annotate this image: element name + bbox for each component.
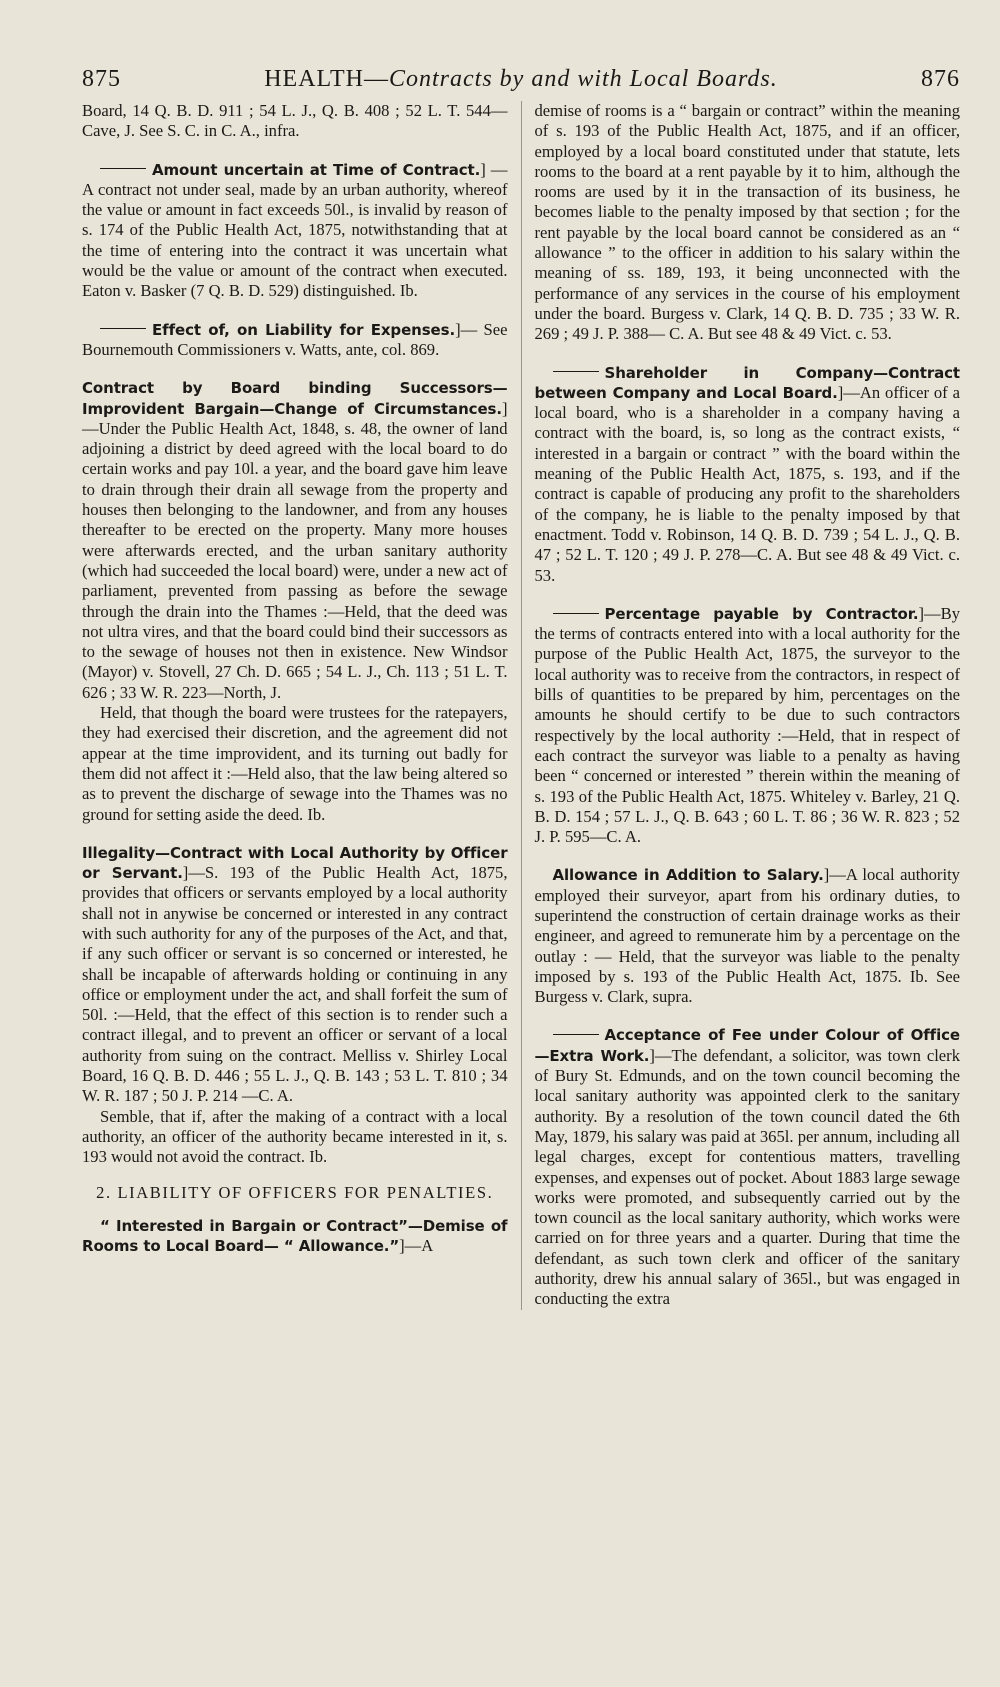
ditto-dash [553, 1034, 599, 1035]
case-heading: Illegality—Contract with Local Authority by Officer or Servant. [82, 843, 508, 883]
running-title-italic: Contracts by and with Local Boards. [388, 66, 778, 92]
body-paragraph: Board, 14 Q. B. D. 911 ; 54 L. J., Q. B. 408 ; 52 L. T. 544—Cave, J. See S. C. in C. A., infra. [82, 101, 508, 141]
ditto-dash [553, 371, 599, 372]
case-text: ]—The defendant, a solicitor, was town clerk of Bury St. Edmunds, and on the town council becoming the local sanitary authority was appointed clerk to the sanitary authority. By a resolution of the town council dated the 6th May, 1879, his salary was paid at 365l. per annum, including all legal charges, except for contentious matters, travelling expenses, and expenses out of pocket. About 1883 large sewage works were promoted, and subsequently carried out by the town council as the local sanitary authority, which works were carried on for three years and a quarter. During that time the defendant, as such town clerk and officer of the sanitary authority, drew his annual salary of 365l., but was engaged in conducting the extra [534, 1045, 960, 1309]
running-title-main: HEALTH— [264, 66, 389, 92]
case-paragraph [535, 604, 961, 848]
body-paragraph: demise of rooms is a “ bargain or contract” within the meaning of s. 193 of the Public Health Act, 1875, and if an officer, employed by a local board constituted under that statute, lets rooms to the board at a rent payable by it to him, although the rooms are used by it in the transaction of its business, he becomes liable to the penalty imposed by that section ; for the rent payable by the local board cannot be considered as an “ allowance ” to the officer in addition to his salary within the meaning of ss. 189, 193, it being unconnected with the performance of any services in the course of his employment under the board. Burgess v. Clark, 14 Q. B. D. 735 ; 33 W. R. 269 ; 49 J. P. 388— C. A. But see 48 & 49 Vict. c. 53. [534, 101, 960, 344]
right-column [521, 101, 961, 1310]
case-heading: Effect of, on Liability for Expenses. [152, 320, 456, 339]
section-heading: 2. LIABILITY OF OFFICERS FOR PENALTIES. [96, 1182, 494, 1202]
case-heading: Percentage payable by Contractor. [604, 604, 919, 623]
case-paragraph [82, 378, 508, 703]
ditto-dash [100, 168, 146, 169]
left-column [82, 101, 521, 1310]
case-text: ]—By the terms of contracts entered into with a local authority for the purpose of the Public Health Act, 1875, the surveyor to the local authority was to receive from the contractors, in respect of bills of quantities to be prepared by him, percentages on the amounts he should certify to be due to such contractors respectively by the local authority :—Held, that in respect of each contract the surveyor was liable to a penalty as having been “ concerned or interested ” therein within the meaning of s. 193 of the Public Health Act, 1875. Whiteley v. Barley, 21 Q. B. D. 154 ; 57 L. J., Q. B. 643 ; 60 L. T. 86 ; 36 W. R. 823 ; 52 J. P. 595—C. A. [534, 603, 960, 847]
right-page-number: 876 [920, 66, 960, 92]
ditto-dash [553, 613, 599, 614]
case-heading: “ Interested in Bargain or Contract”—Demise of Rooms to Local Board— “ Allowance.” [82, 1216, 508, 1255]
case-text: ]—A local authority employed their surveyor, apart from his ordinary duties, to superintend the construction of certain drainage works as their engineer, and agreed to remunerate him by a percentage on the outlay : — Held, that the surveyor was liable to the penalty imposed by s. 193 of the Public Health Act, 1875. Ib. See Burgess v. Clark, supra. [534, 865, 960, 1007]
case-heading: Contract by Board binding Successors—Improvident Bargain—Change of Circumstances. [82, 379, 508, 418]
paragraph-gap [535, 847, 961, 865]
case-text: ]—S. 193 of the Public Health Act, 1875, provides that officers or servants employed by a local authority shall not in anywise be concerned or interested in any contract with such authority for any of the purposes of the Act, and that, if any such officer or servant is so concerned or interested, he shall be incapable of afterwards holding or continuing in any office or employment under the act, and shall forfeit the sum of 50l. :—Held, that the effect of this section is to render such a contract illegal, and to prevent an officer or servant of a local authority from suing on the contract. Melliss v. Shirley Local Board, 16 Q. B. D. 446 ; 55 L. J., Q. B. 143 ; 53 L. T. 810 ; 34 W. R. 187 ; 50 J. P. 214 —C. A. [82, 863, 508, 1106]
case-heading: Acceptance of Fee under Colour of Office —Extra Work. [534, 1026, 960, 1065]
paragraph-gap [82, 360, 508, 378]
text-columns [82, 101, 960, 1310]
body-paragraph: Held, that though the board were trustees for the ratepayers, they had exercised their discretion, and the agreement did not appear at the time improvident, and its turning out badly for them did not affect it :—Held also, that the law being altered so as to prevent the discharge of sewage into the Thames was no ground for setting aside the deed. Ib. [82, 703, 508, 824]
case-paragraph [82, 320, 508, 361]
paragraph-gap [535, 586, 961, 604]
paragraph-gap [82, 302, 508, 320]
running-header [82, 66, 960, 93]
running-title [264, 66, 778, 93]
case-paragraph [535, 865, 961, 1007]
paragraph-gap [535, 1007, 961, 1025]
case-text: ] —Under the Public Health Act, 1848, s. 48, the owner of land adjoining a district by deed agreed with the local board to do certain works and pay 10l. a year, and the board gave him leave to drain through their drain all sewage from the property and houses then belonging to the landowner, and from any houses thereafter to be erected on the property. Many more houses were afterwards erected, and the urban sanitary authority (which had succeeded the local board) were, under a new act of parliament, prevented from passing as before the sewage through the drain into the Thames :—Held, that the deed was not ultra vires, and that the board could bind their successors as to the sewage of houses not then in existence. New Windsor (Mayor) v. Stovell, 27 Ch. D. 665 ; 54 L. J., Ch. 113 ; 51 L. T. 626 ; 33 W. R. 223—North, J. [82, 398, 508, 702]
case-text: ]—A [399, 1235, 434, 1255]
case-text: ]—An officer of a local board, who is a shareholder in a company having a contract with the board, is, so long as the contract exists, “ interested in a bargain or contract ” with the board within the meaning of the Public Health Act, 1875, s. 193, and if the contract is capable of producing any profit to the shareholders of the company, he is liable to the penalty imposed by that enactment. Todd v. Robinson, 14 Q. B. D. 739 ; 54 L. J., Q. B. 47 ; 52 L. T. 120 ; 49 J. P. 278—C. A. But see 48 & 49 Vict. c. 53. [534, 382, 960, 585]
case-text: ]— See Bournemouth Commissioners v. Watts, ante, col. 869. [82, 319, 508, 359]
case-paragraph [82, 843, 508, 1107]
case-paragraph [82, 160, 508, 302]
case-heading: Amount uncertain at Time of Contract. [152, 160, 481, 179]
case-paragraph [82, 1216, 508, 1257]
case-paragraph [535, 1025, 961, 1309]
case-text: ] —A contract not under seal, made by an urban authority, whereof the value or amount in fact exceeds 50l., is invalid by reason of s. 174 of the Public Health Act, 1875, notwithstanding that at the time of entering into the contract it was uncertain what would be the value or amount of the contract when executed. Eaton v. Basker (7 Q. B. D. 529) distinguished. Ib. [82, 159, 508, 301]
ditto-dash [100, 328, 146, 329]
case-heading: Allowance in Addition to Salary. [552, 866, 824, 885]
case-heading: Shareholder in Company—Contract between Company and Local Board. [534, 363, 960, 402]
paragraph-gap [82, 142, 508, 160]
paragraph-gap [82, 825, 508, 843]
paragraph-gap [535, 345, 961, 363]
case-paragraph [535, 363, 961, 586]
body-paragraph: Semble, that if, after the making of a contract with a local authority, an officer of the authority became interested in it, s. 193 would not avoid the contract. Ib. [82, 1106, 508, 1167]
left-page-number: 875 [82, 66, 121, 92]
